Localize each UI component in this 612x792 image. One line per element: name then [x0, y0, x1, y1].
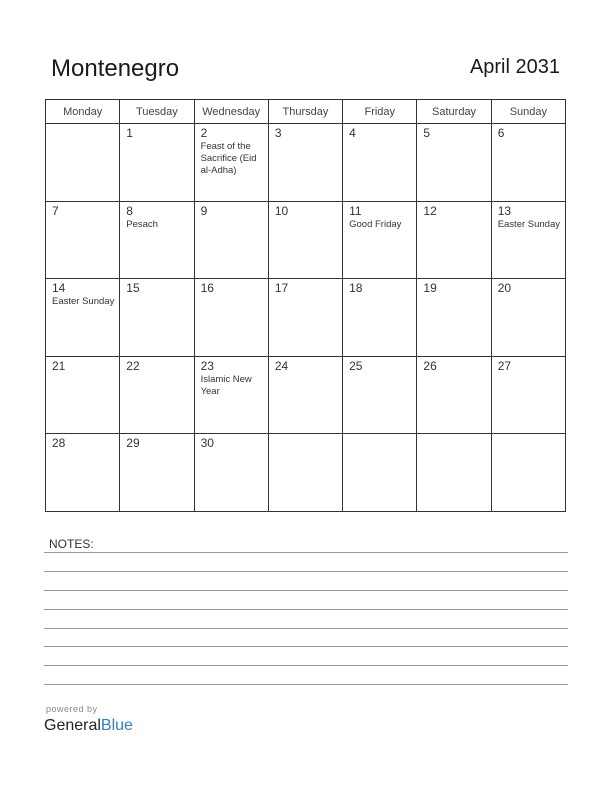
brand-general: General: [44, 717, 101, 734]
day-number: 15: [126, 281, 140, 296]
day-cell: [268, 279, 342, 357]
day-cell: [120, 279, 194, 357]
day-number: 2: [200, 126, 208, 140]
day-cell: [417, 434, 491, 512]
weekday-header: Monday: [46, 100, 120, 124]
day-number: 3: [274, 126, 282, 140]
notes-line: [44, 609, 568, 610]
day-number: 30: [200, 436, 214, 451]
day-number: 14: [52, 281, 66, 296]
day-number: 20: [497, 281, 512, 296]
day-number: 29: [126, 436, 140, 451]
day-number: 4: [349, 126, 356, 140]
day-cell: [343, 279, 417, 357]
day-cell: [268, 434, 342, 512]
day-cell: [343, 201, 417, 279]
weekday-header: Saturday: [417, 100, 491, 124]
day-number: 7: [52, 203, 59, 218]
notes-line: [44, 552, 568, 553]
notes-line: [44, 571, 568, 572]
day-number: 17: [274, 281, 289, 296]
week-row: [46, 124, 566, 202]
day-number: 22: [126, 358, 140, 373]
day-cell: [46, 201, 120, 279]
day-cell: [343, 124, 417, 202]
notes-line: [44, 590, 568, 591]
generalblue-logo: [44, 717, 133, 735]
day-cell: [268, 201, 342, 279]
holiday-label: Pesach: [126, 218, 158, 230]
holiday-label: Feast of the Sacrifice (Eid al-Adha): [200, 141, 257, 176]
day-cell: [491, 201, 565, 279]
calendar-grid: [45, 99, 566, 512]
day-cell: [417, 356, 491, 434]
day-number: 26: [423, 358, 437, 373]
notes-line: [44, 628, 568, 629]
day-number: 25: [349, 358, 363, 373]
day-cell: [46, 356, 120, 434]
week-row: [46, 434, 566, 512]
day-cell: [194, 356, 268, 434]
day-cell: [268, 124, 342, 202]
day-cell: [120, 434, 194, 512]
day-cell: [46, 279, 120, 357]
day-cell: [120, 356, 194, 434]
holiday-label: Good Friday: [349, 218, 402, 230]
week-row: [46, 356, 566, 434]
day-cell: [194, 434, 268, 512]
day-cell: [194, 201, 268, 279]
notes-label: NOTES:: [49, 537, 94, 551]
day-number: 5: [423, 126, 431, 140]
day-cell: [417, 201, 491, 279]
weekday-header: Friday: [343, 100, 417, 124]
notes-line: [44, 665, 568, 666]
day-number: 16: [200, 281, 214, 296]
day-number: 28: [52, 436, 66, 451]
day-number: 24: [274, 358, 289, 373]
week-row: [46, 201, 566, 279]
brand-blue: Blue: [100, 717, 133, 734]
day-number: 9: [200, 203, 208, 218]
weekday-header: Sunday: [491, 100, 565, 124]
day-cell: [491, 124, 565, 202]
day-cell: [343, 356, 417, 434]
day-number: 18: [349, 281, 363, 296]
day-cell: [417, 279, 491, 357]
day-cell: [491, 279, 565, 357]
weekday-header: Tuesday: [120, 100, 194, 124]
day-number: 19: [423, 281, 437, 296]
day-cell: [46, 434, 120, 512]
day-cell: [343, 434, 417, 512]
day-cell: [120, 201, 194, 279]
day-number: 21: [52, 358, 66, 373]
day-number: 6: [497, 126, 505, 140]
day-number: 11: [349, 203, 362, 218]
day-cell: [46, 124, 120, 202]
notes-line: [44, 684, 568, 685]
holiday-label: Islamic New Year: [200, 373, 252, 397]
notes-line: [44, 646, 568, 647]
day-number: 23: [200, 358, 214, 373]
weekday-header: Thursday: [268, 100, 342, 124]
weekday-header-row: [46, 100, 566, 124]
day-cell: [417, 124, 491, 202]
week-row: [46, 279, 566, 357]
country-title: Montenegro: [51, 55, 180, 82]
holiday-label: Easter Sunday: [497, 218, 561, 230]
day-cell: [194, 124, 268, 202]
day-cell: [491, 356, 565, 434]
day-number: 10: [274, 203, 289, 218]
day-number: 13: [497, 203, 512, 218]
day-number: 12: [423, 203, 437, 218]
weekday-header: Wednesday: [194, 100, 268, 124]
day-cell: [194, 279, 268, 357]
month-title: April 2031: [469, 56, 560, 78]
holiday-label: Easter Sunday: [52, 296, 115, 308]
day-cell: [491, 434, 565, 512]
day-cell: [120, 124, 194, 202]
day-cell: [268, 356, 342, 434]
day-number: 27: [497, 358, 512, 373]
day-number: 8: [126, 203, 133, 218]
day-number: 1: [126, 126, 133, 140]
powered-by-text: powered by: [46, 704, 98, 714]
